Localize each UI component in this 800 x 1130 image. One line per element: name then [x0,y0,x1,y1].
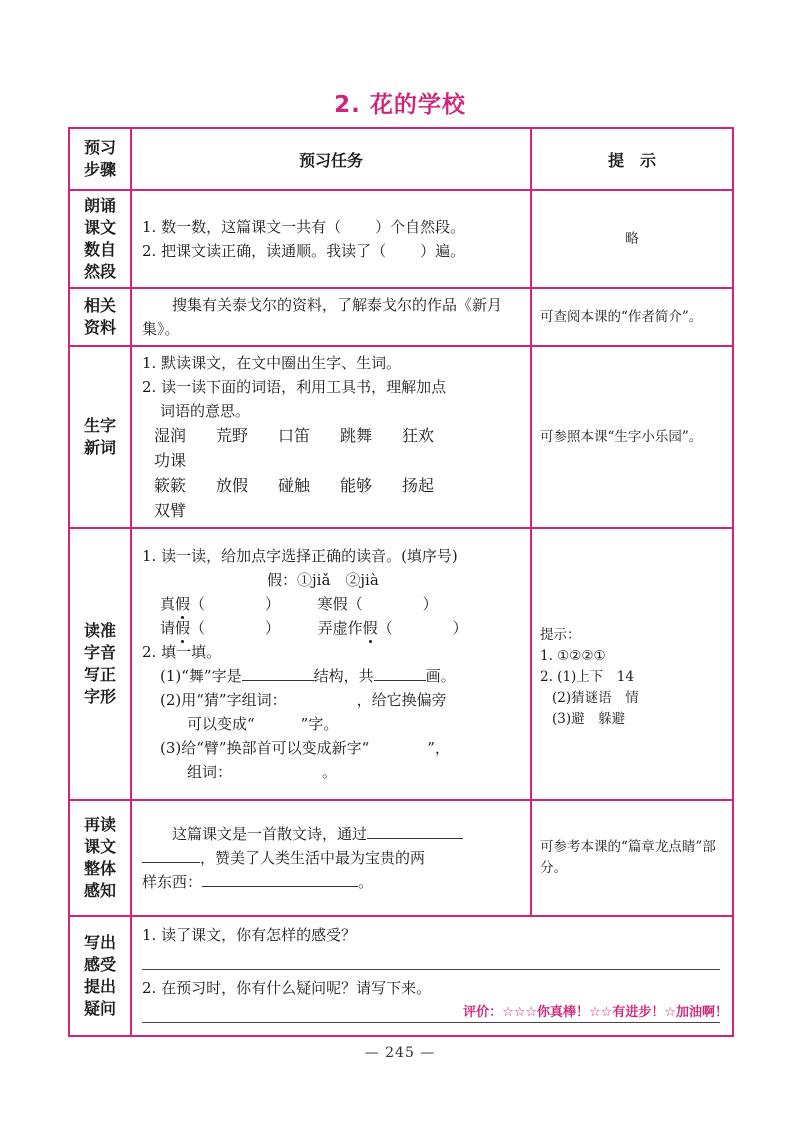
step-label: 生字 新词 [69,346,131,528]
header-hint: 提 示 [531,128,733,190]
header-task: 预习任务 [131,128,531,190]
row-overall [69,800,733,916]
hint-cell: 可参考本课的“篇章龙点睛”部分。 [531,800,733,916]
task-cell: 1. 数一数，这篇课文一共有（ ）个自然段。 2. 把课文读正确，读通顺。我读了（ ）遍。 [131,190,531,288]
preview-table [68,127,734,1037]
hint-cell: 提示： 1. ①②②① 2. (1)上下 14 (2)猜谜语 情 (3)避 躲避 [531,528,733,800]
task-cell: 这篇课文是一首散文诗，通过 ，赞美了人类生活中最为宝贵的两 样东西： 。 [131,800,531,916]
word-list-row-1: 湿润 荒野 口笛 跳舞 狂欢功课 [154,426,435,470]
row-materials [69,288,733,346]
step-label: 相关 资料 [69,288,131,346]
task-cell: 搜集有关泰戈尔的资料，了解泰戈尔的作品《新月集》。 [131,288,531,346]
page-title: 2. 花的学校 [334,92,466,118]
evaluation-banner: 评价：☆☆☆你真棒！☆☆有进步！☆加油啊！ [463,1005,728,1020]
step-label: 读准 字音 写正 字形 [69,528,131,800]
row-new-words [69,346,733,528]
step-label: 再读 课文 整体 感知 [69,800,131,916]
step-label: 写出 感受 提出 疑问 [69,916,131,1036]
task-cell: 1. 读一读，给加点字选择正确的读音。(填序号) 假：①jiǎ ②jià 真假（ ） 寒假（ ） 请假（ ） 弄虚作假（ ） 2. 填一填。 (1)“舞”字是 结构，共 画。 (2)用“猜”字组词： ，给它换偏旁 可以变成“ ”字。 (3)给“臂”换部首可以变成新字“ ”， 组词： 。 [131,528,531,800]
word-list-row-2: 簌簌 放假 碰触 能够 扬起双臂 [154,476,435,520]
hint-cell: 略 [531,190,733,288]
page-number: — 245 — [364,1045,436,1061]
task-cell: 1. 默读课文，在文中圈出生字、生词。 2. 读一读下面的词语，利用工具书，理解加点 词语的意思。 湿润 荒野 口笛 跳舞 狂欢功课 簌簌 放假 碰触 能够 扬起双臂 [131,346,531,528]
hint-cell: 可参照本课“生字小乐园”。 [531,346,733,528]
header-step: 预习 步骤 [69,128,131,190]
hint-cell: 可查阅本课的“作者简介”。 [531,288,733,346]
row-read-aloud [69,190,733,288]
answer-line[interactable] [142,949,720,970]
header-row [69,128,733,190]
task-cell: 1. 读了课文，你有怎样的感受？ 2. 在预习时，你有什么疑问呢？请写下来。 [131,916,733,1036]
step-label: 朗诵 课文 数自 然段 [69,190,131,288]
row-pronunciation [69,528,733,800]
